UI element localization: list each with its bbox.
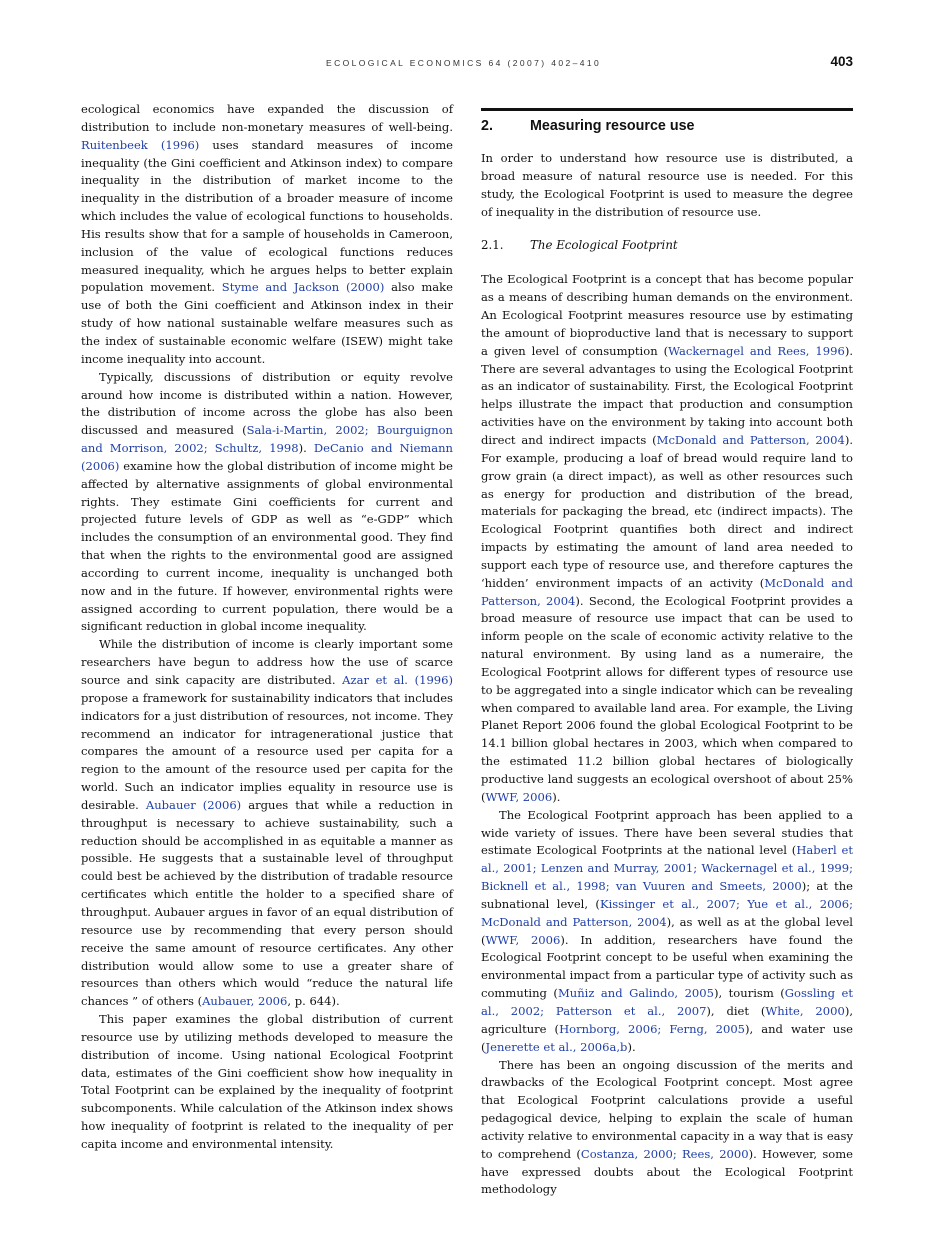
paragraph: In order to understand how resource use is distributed, a broad measure of natural resource use is needed. For this study, the Ecological Footprint is used to measure the degree of inequality in the distribution of resource use. <box>481 151 853 219</box>
citation-link[interactable]: DeCanio and Niemann (2006) <box>81 441 453 473</box>
citation-link[interactable]: Sala-i-Martin, 2002; Bourguignon and Morrison, 2002; Schultz, 1998 <box>81 423 453 456</box>
citation-link[interactable]: Styme and Jackson (2000) <box>221 280 385 295</box>
subsection-number: 2.1. <box>481 238 504 253</box>
citation-link[interactable]: Costanza, 2000; Rees, 2000 <box>580 1146 749 1161</box>
paragraph: This paper examines the global distribution of current resource use by utilizing methods developed to measure the distribution of income. Using national Ecological Footprint data, estimates of the Gini coefficient show how inequality in Total Footprint can be explained by the inequality of footprint subcomponents. While calculation of the Atkinson index shows how inequality of footprint is related to the inequality of per capita income and environmental intensity. <box>81 1012 453 1151</box>
citation-link[interactable]: Aubauer, 2006 <box>202 994 288 1009</box>
section-rule <box>481 108 853 111</box>
citation-link[interactable]: McDonald and Patterson, 2004 <box>481 575 853 608</box>
right-column <box>481 101 853 1199</box>
paragraph: While the distribution of income is clearly important some researchers have begun to address how the use of scarce source and sink capacity are distributed. Azar et al. (1996) propose a framework for sustainability indicators that includes indicators for a just distribution of resources, not income. They recommend an indicator for intragenerational justice that compares the amount of a resource used per capita for a region to the amount of the resource used per capita for the world. Such an indicator implies equality in resource use is desirable. Aubauer (2006) argues that while a reduction in throughput is necessary to achieve sustainability, such a reduction should be accomplished in as equitable a manner as possible. He suggests that a sustainable level of throughput could best be achieved by the distribution of tradable resource certificates which entitle the holder to a specified share of throughput. Aubauer argues in favor of an equal distribution of resource use by recommending that every person should receive the same amount of resource certificates. Any other distribution would allow some to use a greater share of resources than others which would “reduce the natural life chances ” of others (Aubauer, 2006, p. 644). <box>81 637 453 1009</box>
citation-link[interactable]: Muñiz and Galindo, 2005 <box>557 986 714 1001</box>
subsection-heading <box>481 238 853 252</box>
paragraph: There has been an ongoing discussion of the merits and drawbacks of the Ecological Footprint concept. Most agree that Ecological Footprint calculations provide a useful pedagogical device, helping to explain the scale of human activity relative to environmental capacity in a way that is easy to comprehend (Costanza, 2000; Rees, 2000). However, some have expressed doubts about the Ecological Footprint methodology <box>481 1057 853 1197</box>
subsection-title: The Ecological Footprint <box>530 238 678 253</box>
section-number: 2. <box>481 118 493 134</box>
citation-link[interactable]: Wackernagel and Rees, 1996 <box>668 343 845 358</box>
paragraph: The Ecological Footprint is a concept that has become popular as a means of describing human demands on the environment. An Ecological Footprint measures resource use by estimating the amount of bioproductive land that is necessary to support a given level of consumption (Wackernagel and Rees, 1996). There are several advantages to using the Ecological Footprint as an indicator of sustainability. First, the Ecological Footprint helps illustrate the impact that production and consumption activities have on the environment by taking into account both direct and indirect impacts (McDonald and Patterson, 2004). For example, producing a loaf of bread would require land to grow grain (a direct impact), as well as other resources such as energy for production and distribution of the bread, materials for packaging the bread, etc (indirect impacts). The Ecological Footprint quantifies both direct and indirect impacts by estimating the amount of land area needed to support each type of resource use, and therefore captures the ‘hidden’ environment impacts of an activity (McDonald and Patterson, 2004). Second, the Ecological Footprint provides a broad measure of resource use impact that can be used to inform people on the scale of economic activity relative to the natural environment. By using land as a numeraire, the Ecological Footprint allows for different types of resource use to be aggregated into a single indicator which can be revealing when compared to available land area. For example, the Living Planet Report 2006 found the global Ecological Footprint to be 14.1 billion global hectares in 2003, which when compared to the estimated 11.2 billion global hectares of biologically productive land suggests an ecological overshoot of about 25% (WWF, 2006). <box>481 272 854 804</box>
left-column <box>81 101 453 1154</box>
running-header <box>81 54 853 72</box>
citation-link[interactable]: Hornborg, 2006; Ferng, 2005 <box>559 1021 746 1036</box>
citation-link[interactable]: McDonald and Patterson, 2004 <box>656 432 845 447</box>
paragraph: ecological economics have expanded the discussion of distribution to include non-monetary measures of well-being. Ruitenbeek (1996) uses standard measures of income inequality (the Gini coefficient and Atkinson index) to compare inequality in the distribution of market income to the inequality in the distribution of a broader measure of income which includes the value of ecological functions to households. His results show that for a sample of households in Cameroon, inclusion of the value of ecological functions reduces measured inequality, which he argues helps to better explain population movement. Styme and Jackson (2000) also make use of both the Gini coefficient and Atkinson index in their study of how national sustainable welfare measures such as the index of sustainable economic welfare (ISEW) might take income inequality into account. <box>81 102 453 366</box>
section-title: Measuring resource use <box>530 118 695 134</box>
paragraph: The Ecological Footprint approach has been applied to a wide variety of issues. There have been several studies that estimate Ecological Footprints at the national level (Haberl et al., 2001; Lenzen and Murray, 2001; Wackernagel et al., 1999; Bicknell et al., 1998; van Vuuren and Smeets, 2000); at the subnational level, (Kissinger et al., 2007; Yue et al., 2006; McDonald and Patterson, 2004), as well as at the global level (WWF, 2006). In addition, researchers have found the Ecological Footprint concept to be useful when examining the environmental impact from a particular type of activity such as commuting (Muñiz and Galindo, 2005), tourism (Gossling et al., 2002; Patterson et al., 2007), diet (White, 2000), agriculture (Hornborg, 2006; Ferng, 2005), and water use (Jenerette et al., 2006a,b). <box>481 807 854 1054</box>
section-heading <box>481 118 853 134</box>
citation-link[interactable]: Kissinger et al., 2007; Yue et al., 2006; McDonald and Patterson, 2004 <box>481 896 854 929</box>
citation-link[interactable]: Ruitenbeek (1996) <box>81 137 200 152</box>
citation-link[interactable]: WWF, 2006 <box>485 789 553 804</box>
journal-citation: ECOLOGICAL ECONOMICS 64 (2007) 402–410 <box>326 58 602 68</box>
citation-link[interactable]: Jenerette et al., 2006a,b <box>485 1039 628 1054</box>
citation-link[interactable]: WWF, 2006 <box>485 932 561 947</box>
citation-link[interactable]: Gossling et al., 2002; Patterson et al., 2007 <box>481 986 854 1018</box>
citation-link[interactable]: Aubauer (2006) <box>145 797 242 812</box>
citation-link[interactable]: White, 2000 <box>765 1003 845 1018</box>
citation-link[interactable]: Azar et al. (1996) <box>342 673 453 687</box>
paragraph: Typically, discussions of distribution or equity revolve around how income is distributed within a nation. However, the distribution of income across the globe has also been discussed and measured (Sala-i-Martin, 2002; Bourguignon and Morrison, 2002; Schultz, 1998). DeCanio and Niemann (2006) examine how the global distribution of income might be affected by alternative assignments of global environmental rights. They estimate Gini coefficients for current and projected future levels of GDP as well as “e-GDP” which includes the consumption of an environmental good. They find that when the rights to the environmental good are assigned according to current income, inequality is unchanged both now and in the future. If however, environmental rights were assigned according to current population, there would be a significant reduction in global income inequality. <box>81 369 453 634</box>
citation-link[interactable]: Haberl et al., 2001; Lenzen and Murray, 2001; Wackernagel et al., 1999; Bicknell et al., 1998; van Vuuren and Smeets, 2000 <box>481 843 853 894</box>
page-number: 403 <box>830 54 853 69</box>
